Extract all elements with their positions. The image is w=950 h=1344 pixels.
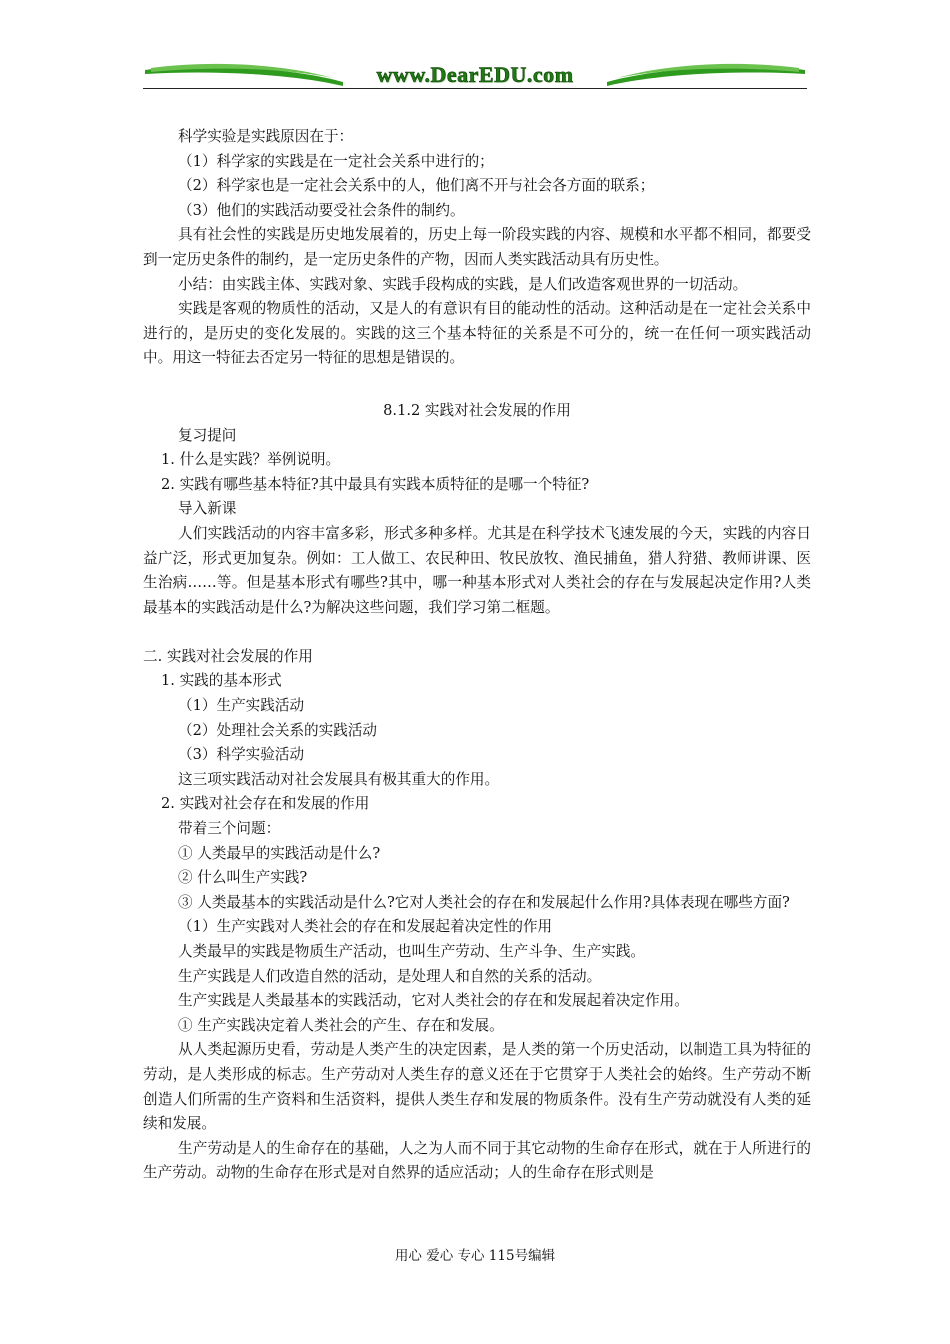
paragraph: 人类最早的实践是物质生产活动，也叫生产劳动、生产斗争、生产实践。: [178, 943, 646, 960]
list-item: 1. 实践的基本形式: [161, 672, 282, 690]
list-item: （3）科学实验活动: [178, 746, 305, 764]
list-item: 2. 实践有哪些基本特征?其中最具有实践本质特征的是哪一个特征?: [161, 475, 590, 493]
subheading: 导入新课: [178, 500, 237, 518]
site-brand-logo: www.DearEDU.com: [376, 62, 574, 87]
list-item: （1）科学家的实践是在一定社会关系中进行的；: [178, 152, 494, 170]
list-item: 1. 什么是实践？举例说明。: [161, 451, 341, 469]
page-footer: 用心 爱心 专心 115号编辑: [394, 1248, 556, 1264]
paragraph: 带着三个问题：: [178, 820, 281, 838]
paragraph: 生产实践是人们改造自然的活动，是处理人和自然的关系的活动。: [178, 967, 602, 985]
document-body: [143, 125, 811, 1186]
header-divider: [143, 88, 807, 89]
paragraph: 生产实践是人类最基本的实践活动，它对人类社会的存在和发展起着决定作用。: [178, 992, 689, 1010]
paragraph: 从人类起源历史看，劳动是人类产生的决定因素，是人类的第一个历史活动，以制造工具为特征的劳动，是人类形成的标志。生产劳动对人类生存的意义还在于它贯穿于人类社会的始终。生产劳动不断创造人们所需的生产资料和生活资料，提供人类生存和发展的物质条件。没有生产劳动就没有人类的延续和发展。: [143, 1041, 811, 1133]
spacer: [143, 620, 811, 645]
page-header: [143, 58, 807, 94]
paragraph: 生产劳动是人的生命存在的基础，人之为人而不同于其它动物的生命存在形式，就在于人所进行的生产劳动。动物的生命存在形式是对自然界的适应活动；人的生命存在形式则是: [143, 1139, 811, 1182]
paragraph: 科学实验是实践原因在于：: [178, 128, 354, 145]
list-item: ① 生产实践决定着人类社会的产生、存在和发展。: [178, 1016, 504, 1034]
paragraph: 人们实践活动的内容丰富多彩，形式多种多样。尤其是在科学技术飞速发展的今天，实践的内容日益广泛，形式更加复杂。例如：工人做工、农民种田、牧民放牧、渔民捕鱼，猎人狩猎、教师讲课、医生治病……等。但是基本形式有哪些?其中，哪一种基本形式对人类社会的存在与发展起决定作用?人类最基本的实践活动是什么?为解决这些问题，我们学习第二框题。: [143, 524, 811, 616]
paragraph: 这三项实践活动对社会发展具有极其重大的作用。: [178, 770, 500, 788]
question-item: ② 什么叫生产实践?: [178, 869, 308, 887]
list-item: （2）科学家也是一定社会关系中的人，他们离不开与社会各方面的联系；: [178, 177, 655, 195]
paragraph: 具有社会性的实践是历史地发展着的，历史上每一阶段实践的内容、规模和水平都不相同，都要受到一定历史条件的制约，是一定历史条件的产物，因而人类实践活动具有历史性。: [143, 226, 811, 268]
paragraph: 实践是客观的物质性的活动，又是人的有意识有目的能动性的活动。这种活动是在一定社会关系中进行的，是历史的变化发展的。实践的这三个基本特征的关系是不可分的，统一在任何一项实践活动中。用这一特征去否定另一特征的思想是错误的。: [143, 300, 811, 367]
list-item: （1）生产实践活动: [178, 697, 305, 715]
list-item: （3）他们的实践活动要受社会条件的制约。: [178, 201, 465, 219]
summary-paragraph: 小结：由实践主体、实践对象、实践手段构成的实践，是人们改造客观世界的一切活动。: [178, 275, 748, 293]
list-item: 2. 实践对社会存在和发展的作用: [161, 795, 370, 813]
subheading: 复习提问: [178, 426, 237, 444]
question-item: ③ 人类最基本的实践活动是什么?它对人类社会的存在和发展起什么作用?具体表现在哪些方面?: [178, 893, 790, 911]
list-item: （2）处理社会关系的实践活动: [178, 721, 378, 739]
section-title: 8.1.2 实践对社会发展的作用: [383, 401, 571, 419]
section-heading: 二. 实践对社会发展的作用: [143, 647, 313, 665]
question-item: ① 人类最早的实践活动是什么?: [178, 844, 381, 862]
spacer: [143, 371, 811, 399]
list-item: （1）生产实践对人类社会的存在和发展起着决定性的作用: [178, 918, 553, 936]
